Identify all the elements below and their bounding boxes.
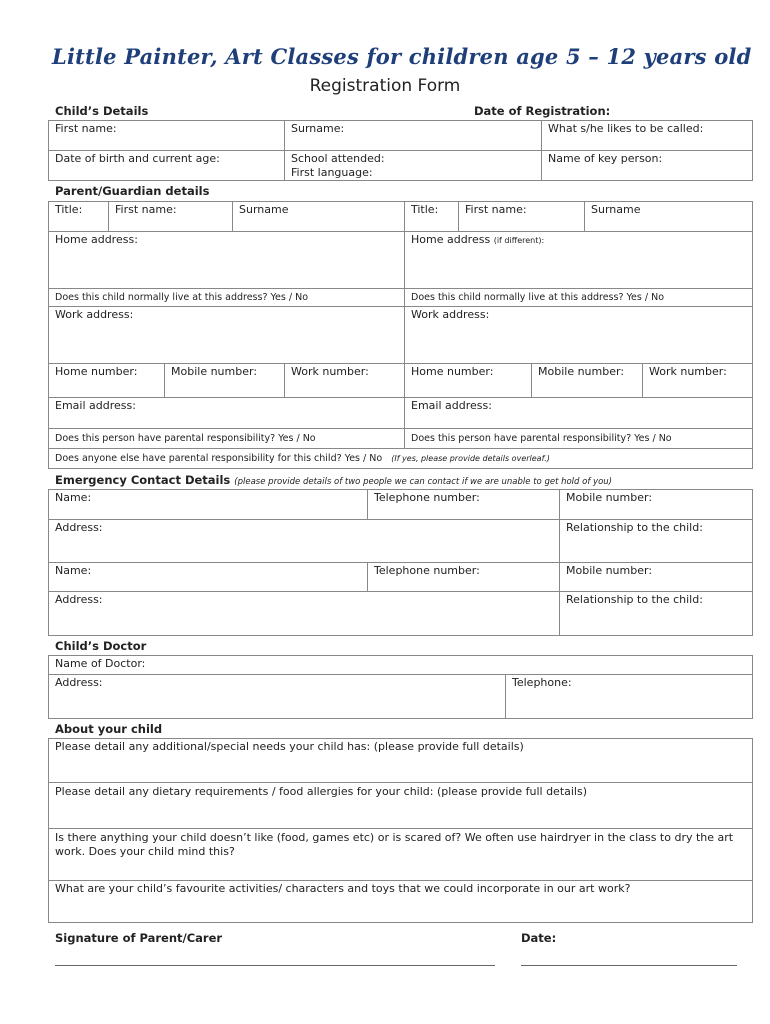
dislikes-question: Is there anything your child doesn’t like (food, games etc) or is scared of? We often use hairdryer in the class to dry the art work. Does your child mind this? (55, 831, 734, 858)
child-first-name-label: First name: (55, 122, 117, 135)
parent2-work-number-field[interactable] (643, 364, 752, 398)
child-dob-label: Date of birth and current age: (55, 152, 220, 165)
parent2-home-address-label: Home address (411, 233, 491, 246)
parent2-email-label: Email address: (411, 399, 492, 412)
parent2-title-label: Title: (411, 203, 439, 216)
parent1-home-address-field[interactable] (49, 232, 405, 289)
emergency1-name-field[interactable] (49, 490, 368, 520)
parent1-surname-label: Surname (239, 203, 289, 216)
parent1-work-number-field[interactable] (285, 364, 405, 398)
special-needs-field[interactable] (49, 739, 752, 783)
child-called-field[interactable] (542, 121, 752, 151)
parent2-responsibility-text: Does this person have parental responsibility? Yes / No (411, 433, 672, 444)
child-first-name-field[interactable] (49, 121, 285, 151)
parent1-work-number-label: Work number: (291, 365, 369, 378)
emergency2-address-field[interactable] (49, 592, 560, 635)
emergency1-relationship-label: Relationship to the child: (566, 521, 703, 534)
key-person-label: Name of key person: (548, 152, 663, 165)
other-responsibility-text: Does anyone else have parental responsibility for this child? Yes / No (55, 453, 383, 464)
parent2-work-number-label: Work number: (649, 365, 727, 378)
child-section-heading: Child’s Details (55, 104, 149, 118)
emergency1-name-label: Name: (55, 491, 92, 504)
other-responsibility-question[interactable] (49, 449, 752, 468)
about-section-heading: About your child (55, 722, 163, 736)
parent1-mobile-number-field[interactable] (165, 364, 285, 398)
emergency1-telephone-label: Telephone number: (374, 491, 480, 504)
signature-line[interactable] (55, 965, 495, 966)
emergency2-telephone-label: Telephone number: (374, 564, 480, 577)
doctor-section-heading: Child’s Doctor (55, 639, 147, 653)
parent1-email-field[interactable] (49, 398, 405, 429)
parent1-title-label: Title: (55, 203, 83, 216)
about-table (48, 738, 753, 923)
parent1-first-name-field[interactable] (109, 202, 233, 232)
date-line[interactable] (521, 965, 737, 966)
parent1-first-name-label: First name: (115, 203, 177, 216)
parent1-responsibility-question[interactable] (49, 429, 405, 449)
other-responsibility-note: (If yes, please provide details overleaf.) (391, 454, 550, 463)
parent2-title-field[interactable] (405, 202, 459, 232)
child-dob-field[interactable] (49, 151, 285, 180)
emergency2-name-label: Name: (55, 564, 92, 577)
key-person-field[interactable] (542, 151, 752, 180)
emergency-heading-text: Emergency Contact Details (55, 473, 231, 487)
parent1-home-address-label: Home address: (55, 233, 138, 246)
child-surname-field[interactable] (285, 121, 542, 151)
favourites-field[interactable] (49, 881, 752, 922)
dietary-field[interactable] (49, 783, 752, 829)
parent2-live-question-text: Does this child normally live at this address? Yes / No (411, 292, 665, 303)
parent2-mobile-number-field[interactable] (532, 364, 643, 398)
emergency1-mobile-field[interactable] (560, 490, 752, 520)
parent1-home-number-field[interactable] (49, 364, 165, 398)
parent1-work-address-field[interactable] (49, 307, 405, 364)
parent1-mobile-number-label: Mobile number: (171, 365, 258, 378)
emergency-contacts-table (48, 489, 753, 636)
emergency1-mobile-label: Mobile number: (566, 491, 653, 504)
signature-label: Signature of Parent/Carer (55, 931, 223, 945)
doctor-address-field[interactable] (49, 675, 506, 718)
doctor-telephone-label: Telephone: (512, 676, 572, 689)
parent1-title-field[interactable] (49, 202, 109, 232)
parent2-work-address-label: Work address: (411, 308, 490, 321)
parent2-home-address-field[interactable] (405, 232, 752, 289)
parent1-home-number-label: Home number: (55, 365, 138, 378)
parent1-email-label: Email address: (55, 399, 136, 412)
emergency2-relationship-label: Relationship to the child: (566, 593, 703, 606)
emergency1-telephone-field[interactable] (368, 490, 560, 520)
child-language-label: First language: (291, 166, 373, 179)
parent2-first-name-label: First name: (465, 203, 527, 216)
doctor-name-field[interactable] (49, 656, 752, 675)
doctor-telephone-field[interactable] (506, 675, 752, 718)
parent1-surname-field[interactable] (233, 202, 405, 232)
emergency2-name-field[interactable] (49, 563, 368, 592)
emergency-note: (please provide details of two people we can contact if we are unable to get hold of you) (234, 477, 612, 487)
parent2-email-field[interactable] (405, 398, 752, 429)
form-title: Little Painter, Art Classes for children age 5 – 12 years old (52, 44, 752, 69)
date-label: Date: (521, 931, 557, 945)
parent2-surname-field[interactable] (585, 202, 752, 232)
child-details-table (48, 120, 753, 181)
doctor-name-label: Name of Doctor: (55, 657, 146, 670)
if-different-note: (if different): (493, 236, 545, 245)
parent2-responsibility-question[interactable] (405, 429, 752, 449)
parent-details-table (48, 201, 753, 469)
emergency2-relationship-field[interactable] (560, 592, 752, 635)
parent-section-heading: Parent/Guardian details (55, 184, 210, 198)
parent1-responsibility-text: Does this person have parental responsibility? Yes / No (55, 433, 316, 444)
child-surname-label: Surname: (291, 122, 345, 135)
child-called-label: What s/he likes to be called: (548, 122, 704, 135)
emergency2-telephone-field[interactable] (368, 563, 560, 592)
emergency1-address-field[interactable] (49, 520, 560, 563)
emergency1-relationship-field[interactable] (560, 520, 752, 563)
emergency2-address-label: Address: (55, 593, 103, 606)
doctor-address-label: Address: (55, 676, 103, 689)
parent1-live-question[interactable] (49, 289, 405, 307)
dislikes-field[interactable] (49, 829, 752, 881)
favourites-question: What are your child’s favourite activities/ characters and toys that we could incorporate in our art work? (55, 882, 631, 895)
dietary-question: Please detail any dietary requirements / food allergies for your child: (please provide full details) (55, 785, 588, 798)
parent2-home-number-field[interactable] (405, 364, 532, 398)
special-needs-question: Please detail any additional/special needs your child has: (please provide full details) (55, 740, 524, 753)
parent2-home-number-label: Home number: (411, 365, 494, 378)
parent2-surname-label: Surname (591, 203, 641, 216)
emergency2-mobile-field[interactable] (560, 563, 752, 592)
parent2-live-question[interactable] (405, 289, 752, 307)
registration-date-label: Date of Registration: (474, 104, 611, 118)
emergency1-address-label: Address: (55, 521, 103, 534)
parent2-first-name-field[interactable] (459, 202, 585, 232)
parent2-mobile-number-label: Mobile number: (538, 365, 625, 378)
child-school-field[interactable] (285, 151, 542, 180)
emergency2-mobile-label: Mobile number: (566, 564, 653, 577)
emergency-section-heading (55, 473, 612, 487)
parent2-work-address-field[interactable] (405, 307, 752, 364)
parent1-live-question-text: Does this child normally live at this address? Yes / No (55, 292, 309, 303)
doctor-table (48, 655, 753, 719)
parent1-work-address-label: Work address: (55, 308, 134, 321)
form-subtitle: Registration Form (309, 76, 461, 96)
child-school-label: School attended: (291, 152, 385, 165)
